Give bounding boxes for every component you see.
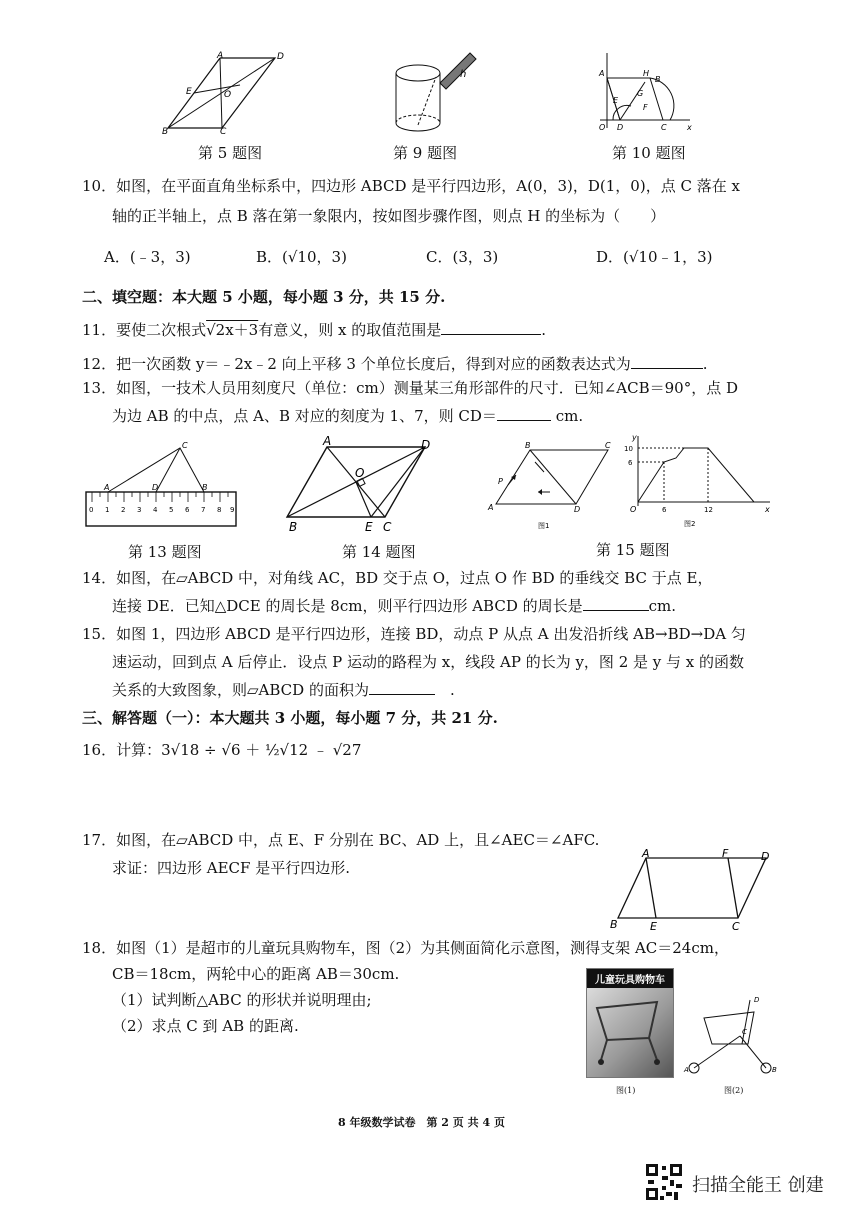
q15-fig2-label: 12	[704, 506, 713, 514]
q16: 16．计算：3√18 ÷ √6 ＋ ½√12 ﹣ √27	[82, 741, 362, 759]
q18-label: A	[684, 1066, 689, 1074]
q5-label: A	[217, 51, 224, 61]
q12-text: 12．把一次函数 y＝﹣2x﹣2 向上平移 3 个单位长度后，得到对应的函数表达式为	[82, 355, 631, 373]
q18-label: D	[754, 996, 760, 1004]
q17-line2: 求证：四边形 AECF 是平行四边形.	[112, 859, 350, 877]
q11-end: .	[541, 321, 546, 339]
q10-option-c: C．(3，3)	[426, 248, 499, 266]
caption-q10: 第 10 题图	[612, 144, 686, 162]
page-footer: 8 年级数学试卷 第 2 页 共 4 页	[338, 1116, 505, 1129]
q17-label: E	[650, 920, 657, 933]
q15-fig2-label: 6	[662, 506, 667, 514]
q15-fig2-label: y	[632, 433, 637, 442]
photo-caption: 图(1)	[616, 1086, 636, 1095]
ruler-tick-label: 9	[230, 506, 235, 514]
qr-code-icon	[644, 1162, 684, 1202]
ruler-tick-label: 6	[185, 506, 190, 514]
figure-q15-fig2	[622, 432, 772, 532]
ruler-tick-label: 5	[169, 506, 174, 514]
q10-option-a: A．(﹣3，3)	[104, 248, 191, 266]
q15-fig1-label: A	[488, 503, 494, 512]
q18-label: B	[772, 1066, 777, 1074]
q18-part1: （1）试判断△ABC 的形状并说明理由;	[112, 991, 372, 1009]
q15-line3-pre: 关系的大致图象，则▱ABCD 的面积为	[112, 681, 369, 699]
q14-line2-post: cm.	[648, 597, 677, 615]
ruler-tick-label: 4	[153, 506, 158, 514]
q10-label: G	[637, 89, 644, 98]
ruler-tick-label: 3	[137, 506, 142, 514]
ruler-tick-label: 0	[89, 506, 94, 514]
q15-fig2-label: 10	[624, 445, 633, 453]
caption-q15: 第 15 题图	[596, 541, 670, 559]
q12-end: .	[702, 355, 708, 373]
q12-answer-blank[interactable]	[631, 354, 703, 369]
photo-title: 儿童玩具购物车	[587, 969, 673, 988]
q15-fig2-label: O	[630, 505, 637, 514]
figure-q15-fig1	[480, 440, 615, 535]
q14-label: E	[365, 520, 373, 534]
ruler-tick-label: 1	[105, 506, 110, 514]
q15-fig1-label: D	[574, 505, 581, 514]
q13-line2	[112, 406, 583, 426]
q14-label: O	[355, 466, 365, 480]
q5-label: E	[186, 87, 192, 97]
ruler-tick-label: 8	[217, 506, 222, 514]
q10-label: x	[687, 123, 692, 132]
q11-radical: √2x＋3	[206, 321, 259, 339]
q15-line3	[112, 680, 455, 700]
q18-line2: CB＝18cm，两轮中心的距离 AB＝30cm.	[112, 965, 400, 983]
q13-label: B	[202, 483, 208, 492]
q17-label: D	[761, 850, 770, 863]
q15-fig1-label: B	[525, 441, 531, 450]
q12	[82, 354, 708, 374]
q17-label: C	[732, 920, 740, 933]
q15-line3-post: .	[434, 681, 455, 699]
section-3-heading: 三、解答题（一）：本大题共 3 小题，每小题 7 分，共 21 分.	[82, 709, 498, 727]
q15-fig1-label: C	[605, 441, 611, 450]
figure-q13	[84, 440, 239, 535]
q11	[82, 320, 546, 340]
ruler-tick-label: 2	[121, 506, 126, 514]
q10-label: C	[661, 123, 667, 132]
q17-label: B	[610, 918, 618, 931]
q11-pre: 11．要使二次根式	[82, 321, 207, 339]
figure-q18-diagram	[682, 990, 782, 1080]
q13-label: C	[182, 441, 188, 450]
q18-label: C	[742, 1028, 747, 1036]
q13-line1: 13．如图，一技术人员用刻度尺（单位：cm）测量某三角形部件的尺寸．已知∠ACB＝90°，点 D	[82, 379, 738, 397]
q10-label: B	[655, 75, 661, 84]
q5-label: D	[277, 52, 284, 62]
figure-q9	[388, 45, 488, 140]
q14-label: D	[421, 438, 431, 452]
q13-label: D	[152, 483, 159, 492]
q15-line1: 15．如图 1，四边形 ABCD 是平行四边形，连接 BD，动点 P 从点 A 出发沿折线 AB→BD→DA 匀	[82, 625, 746, 643]
q10-label: D	[617, 123, 624, 132]
q14-label: C	[383, 520, 392, 534]
q10-option-b: B．(√10，3)	[256, 248, 347, 266]
q17-line1: 17．如图，在▱ABCD 中，点 E、F 分别在 BC、AD 上，且∠AEC＝∠AFC.	[82, 831, 600, 849]
q10-label: A	[599, 69, 605, 78]
q18-part2: （2）求点 C 到 AB 的距离.	[112, 1017, 299, 1035]
q17-label: F	[722, 848, 729, 860]
figure-q5	[160, 50, 300, 135]
q15-line2: 速运动，回到点 A 后停止．设点 P 运动的路程为 x，线段 AP 的长为 y，图 2 是 y 与 x 的函数	[112, 653, 745, 671]
q14-label: B	[289, 520, 298, 534]
shopping-cart-photo	[586, 968, 674, 1078]
figure-q17	[606, 848, 776, 933]
section-2-heading: 二、填空题：本大题 5 小题，每小题 3 分，共 15 分.	[82, 288, 446, 306]
q18-line1: 18．如图（1）是超市的儿童玩具购物车，图（2）为其侧面简化示意图，测得支架 AC＝24cm，	[82, 939, 729, 957]
q14-line1: 14．如图，在▱ABCD 中，对角线 AC，BD 交于点 O，过点 O 作 BD 的垂线交 BC 于点 E，	[82, 569, 713, 587]
diagram-caption: 图(2)	[724, 1086, 744, 1095]
figure-q14	[285, 435, 445, 535]
q13-label: A	[104, 483, 110, 492]
q5-label: C	[220, 127, 227, 135]
ruler-tick-label: 7	[201, 506, 206, 514]
q15-fig1-caption: 图1	[538, 522, 550, 530]
q10-label: E	[613, 96, 619, 105]
q10-label: O	[599, 123, 606, 132]
q15-fig2-caption: 图2	[684, 520, 696, 528]
q5-label: O	[224, 90, 232, 100]
q13-answer-blank[interactable]	[497, 406, 551, 421]
q9-label: h	[460, 69, 467, 80]
q13-line2-pre: 为边 AB 的中点，点 A、B 对应的刻度为 1、7，则 CD＝	[112, 407, 497, 425]
q10-label: F	[643, 103, 648, 112]
q17-label: A	[642, 848, 650, 860]
q14-answer-blank[interactable]	[583, 596, 649, 611]
q10-line1: 10．如图，在平面直角坐标系中，四边形 ABCD 是平行四边形，A(0，3)，D(1，0)，点 C 落在 x	[82, 177, 740, 195]
q14-label: A	[323, 435, 332, 448]
caption-q14: 第 14 题图	[342, 543, 416, 561]
q10-option-d: D．(√10﹣1，3)	[596, 248, 713, 266]
q5-label: B	[162, 127, 169, 135]
q11-post: 有意义，则 x 的取值范围是	[258, 321, 442, 339]
q15-fig2-label: x	[765, 505, 770, 514]
q14-line2	[112, 596, 676, 616]
q14-line2-pre: 连接 DE．已知△DCE 的周长是 8cm，则平行四边形 ABCD 的周长是	[112, 597, 583, 615]
q15-answer-blank[interactable]	[369, 680, 435, 695]
caption-q13: 第 13 题图	[128, 543, 202, 561]
caption-q9: 第 9 题图	[393, 144, 458, 162]
cart-icon	[587, 988, 673, 1068]
figure-q10	[595, 48, 695, 133]
q15-fig1-label: P	[498, 477, 503, 486]
q10-line2: 轴的正半轴上，点 B 落在第一象限内，按如图步骤作图，则点 H 的坐标为（ ）	[112, 207, 666, 225]
q13-line2-post: cm.	[550, 407, 584, 425]
scanner-watermark: 扫描全能王 创建	[692, 1175, 824, 1196]
q11-answer-blank[interactable]	[441, 320, 541, 335]
q15-fig2-label: 6	[628, 459, 633, 467]
q10-label: H	[643, 69, 650, 78]
caption-q5: 第 5 题图	[198, 144, 263, 162]
